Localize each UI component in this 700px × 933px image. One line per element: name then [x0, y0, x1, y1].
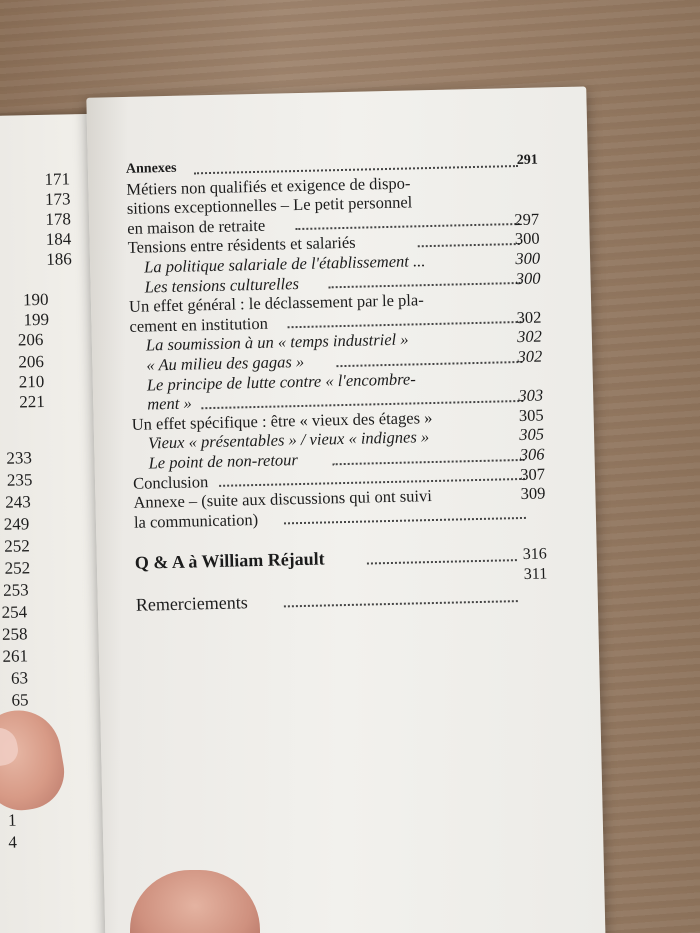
page-number: 1 — [7, 810, 17, 830]
toc-entry-page: 302 — [516, 326, 543, 347]
leader-dots — [367, 558, 517, 564]
toc-entry-title: cement en institution — [129, 313, 269, 336]
page-number: 258 — [1, 624, 28, 644]
page-number: 252 — [4, 536, 30, 556]
toc-entry-title: Les tensions culturelles — [144, 273, 300, 297]
toc-entry-page: 300 — [515, 268, 541, 288]
page-number: 252 — [4, 558, 31, 578]
leader-dots — [284, 516, 526, 524]
page-number: 65 — [11, 690, 29, 710]
toc-entry-title: « Au milieu des gagas » — [146, 351, 305, 375]
toc-entry-title: Annexe – (suite aux discussions qui ont suivi — [133, 486, 432, 512]
leader-dots — [336, 359, 522, 366]
page-number: 171 — [44, 169, 71, 189]
toc-entry-title: Métiers non qualifiés et exigence de dispo- — [126, 173, 411, 199]
table-of-contents — [125, 151, 548, 615]
toc-entry-title: Un effet spécifique : être « vieux des étages » — [131, 407, 433, 434]
toc-entry-page: 305 — [518, 405, 544, 425]
page-number: 249 — [3, 514, 30, 534]
leader-dots — [329, 281, 521, 288]
toc-entry-page: 306 — [519, 444, 545, 464]
leader-dots — [333, 457, 525, 464]
page-number: 199 — [23, 309, 50, 330]
toc-entry-page: 300 — [515, 248, 541, 269]
toc-entry-title: sitions exceptionnelles – Le petit personnel — [126, 192, 413, 219]
page-number: 253 — [2, 580, 29, 600]
toc-entry-page: 300 — [514, 228, 540, 249]
toc-entry-title: Tensions entre résidents et salariés — [127, 233, 356, 258]
toc-entry-page: 302 — [517, 346, 543, 367]
page-number: 261 — [2, 646, 29, 666]
toc-entry-title: Le point de non-retour — [148, 449, 299, 473]
toc-entry-page: 305 — [519, 424, 545, 445]
page-number: 4 — [8, 832, 18, 852]
page-number: 235 — [6, 470, 33, 490]
leader-dots — [418, 242, 520, 247]
toc-entry-title: Remerciements — [135, 592, 248, 615]
toc-entry-title: La soumission à un « temps industriel » — [145, 329, 409, 355]
toc-entry-title: Vieux « présentables » / vieux « indignes » — [147, 427, 430, 453]
toc-entry-page: 309 — [520, 483, 546, 504]
toc-entry-page: 302 — [516, 307, 542, 327]
toc-entry-page: 307 — [519, 463, 546, 484]
toc-entry-title: La politique salariale de l'établissement ... — [143, 251, 426, 277]
page-number: 221 — [19, 391, 45, 412]
page-number: 178 — [45, 209, 72, 229]
fingernail — [0, 725, 20, 769]
page-number: 186 — [46, 249, 72, 269]
toc-entry-page: 297 — [514, 209, 540, 229]
toc-entry-title: Conclusion — [132, 471, 209, 493]
toc-entry-title: Un effet général : le déclassement par le pla- — [128, 290, 424, 317]
toc-entry-page: 303 — [518, 385, 544, 406]
right-book-page — [86, 86, 605, 933]
toc-entry-page: 311 — [523, 565, 548, 583]
toc-entry-page: 316 — [522, 545, 547, 564]
toc-entry-title: en maison de retraite — [127, 215, 266, 238]
page-number: 206 — [18, 351, 45, 372]
toc-entry-title: Annexes — [125, 160, 177, 177]
page-number: 233 — [6, 448, 33, 468]
page-number: 184 — [45, 229, 72, 249]
toc-entry-title: ment » — [147, 393, 192, 414]
toc-entry-title: la communication) — [133, 509, 259, 532]
page-number: 173 — [44, 189, 71, 209]
page-number: 63 — [10, 668, 29, 688]
toc-entry-page: 291 — [516, 152, 539, 169]
leader-dots — [284, 600, 518, 608]
toc-entry-title: Le principe de lutte contre « l'encombre- — [146, 368, 416, 395]
page-number: 254 — [1, 602, 28, 622]
page-number: 190 — [22, 289, 49, 310]
page-number: 206 — [17, 329, 44, 350]
toc-entry-title: Q & A à William Réjault — [134, 548, 325, 574]
page-number: 210 — [18, 371, 45, 392]
page-number: 243 — [5, 492, 31, 512]
